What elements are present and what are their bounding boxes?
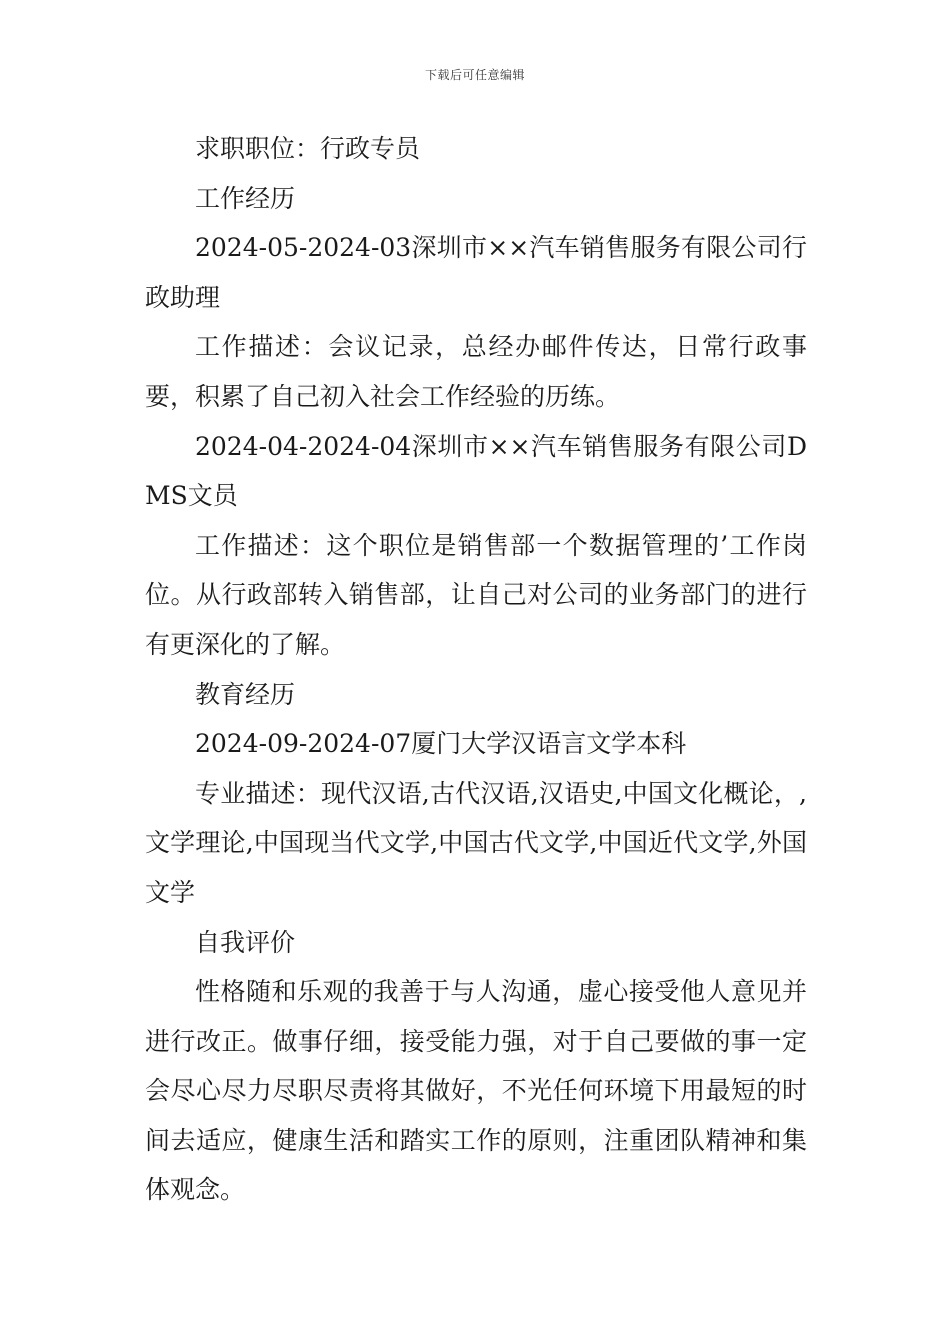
self-evaluation-text: 性格随和乐观的我善于与人沟通，虚心接受他人意见并进行改正。做事仔细，接受能力强，对于自己要做的事一定会尽心尽力尽职尽责将其做好，不光任何环境下用最短的时间去适应，健康生活和踏实工作的原则，注重团队精神和集体观念。 [145,977,807,1205]
work-entry-2: 2024-04-2024-04深圳市××汽车销售服务有限公司DMS文员 [145,431,807,511]
work-description-1: 工作描述：会议记录，总经办邮件传达，日常行政事要，积累了自己初入社会工作经验的历练。 [145,332,807,411]
section-heading-self-evaluation: 自我评价 [195,927,296,957]
major-description: 专业描述：现代汉语,古代汉语,汉语史,中国文化概论，,文学理论,中国现当代文学,中国古代文学,中国近代文学,外国文学 [145,778,807,907]
education-entry: 2024-09-2024-07厦门大学汉语言文学本科 [195,729,687,759]
page-header: 下载后可任意编辑 [424,68,525,82]
work-entry-1: 2024-05-2024-03深圳市××汽车销售服务有限公司行政助理 [145,233,807,312]
work-description-2: 工作描述：这个职位是销售部一个数据管理的’工作岗位。从行政部转入销售部，让自己对公司的业务部门的进行有更深化的了解。 [145,530,807,659]
document-body [145,124,807,1215]
section-heading-work-experience: 工作经历 [195,183,296,213]
section-heading-education: 教育经历 [195,679,296,709]
job-objective: 求职职位：行政专员 [195,134,421,163]
